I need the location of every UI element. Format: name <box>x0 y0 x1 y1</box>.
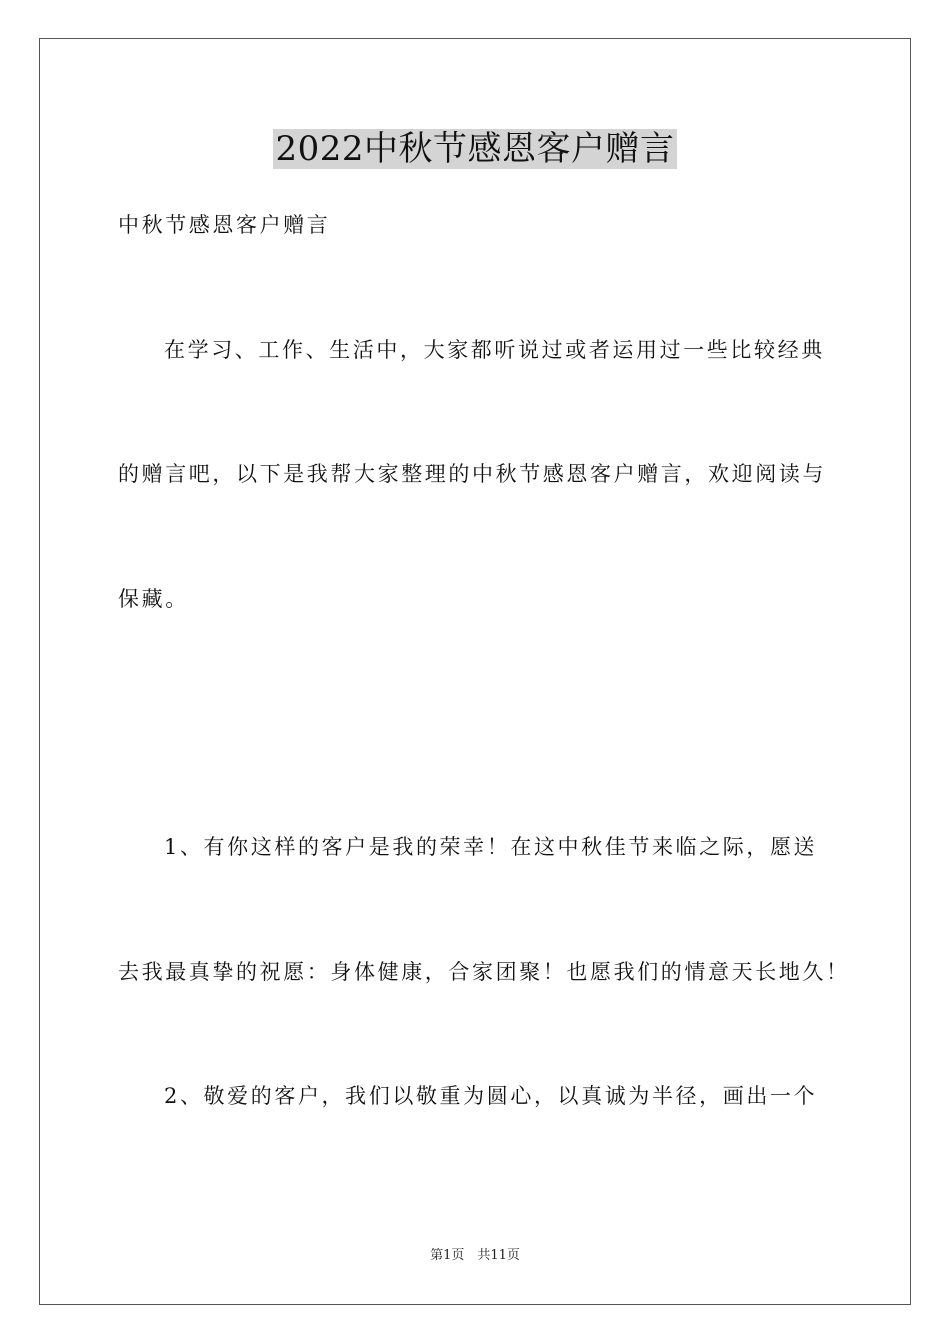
paragraph-line: 在学习、工作、生活中，大家都听说过或者运用过一些比较经典 <box>164 338 825 362</box>
document-title <box>0 127 950 171</box>
paragraph-line: 1、有你这样的客户是我的荣幸！在这中秋佳节来临之际，愿送 <box>164 835 818 859</box>
page-number-footer: 第1页 共11页 <box>430 1248 520 1263</box>
paragraph-line: 的赠言吧，以下是我帮大家整理的中秋节感恩客户赠言，欢迎阅读与 <box>118 462 826 486</box>
paragraph-line: 2、敬爱的客户，我们以敬重为圆心，以真诚为半径，画出一个 <box>164 1084 818 1108</box>
paragraph-line: 去我最真挚的祝愿：身体健康，合家团聚！也愿我们的情意天长地久！ <box>118 960 850 984</box>
paragraph-line: 保藏。 <box>118 587 189 611</box>
document-subtitle: 中秋节感恩客户赠言 <box>118 213 331 237</box>
document-title-text: 2022中秋节感恩客户赠言 <box>275 129 675 169</box>
